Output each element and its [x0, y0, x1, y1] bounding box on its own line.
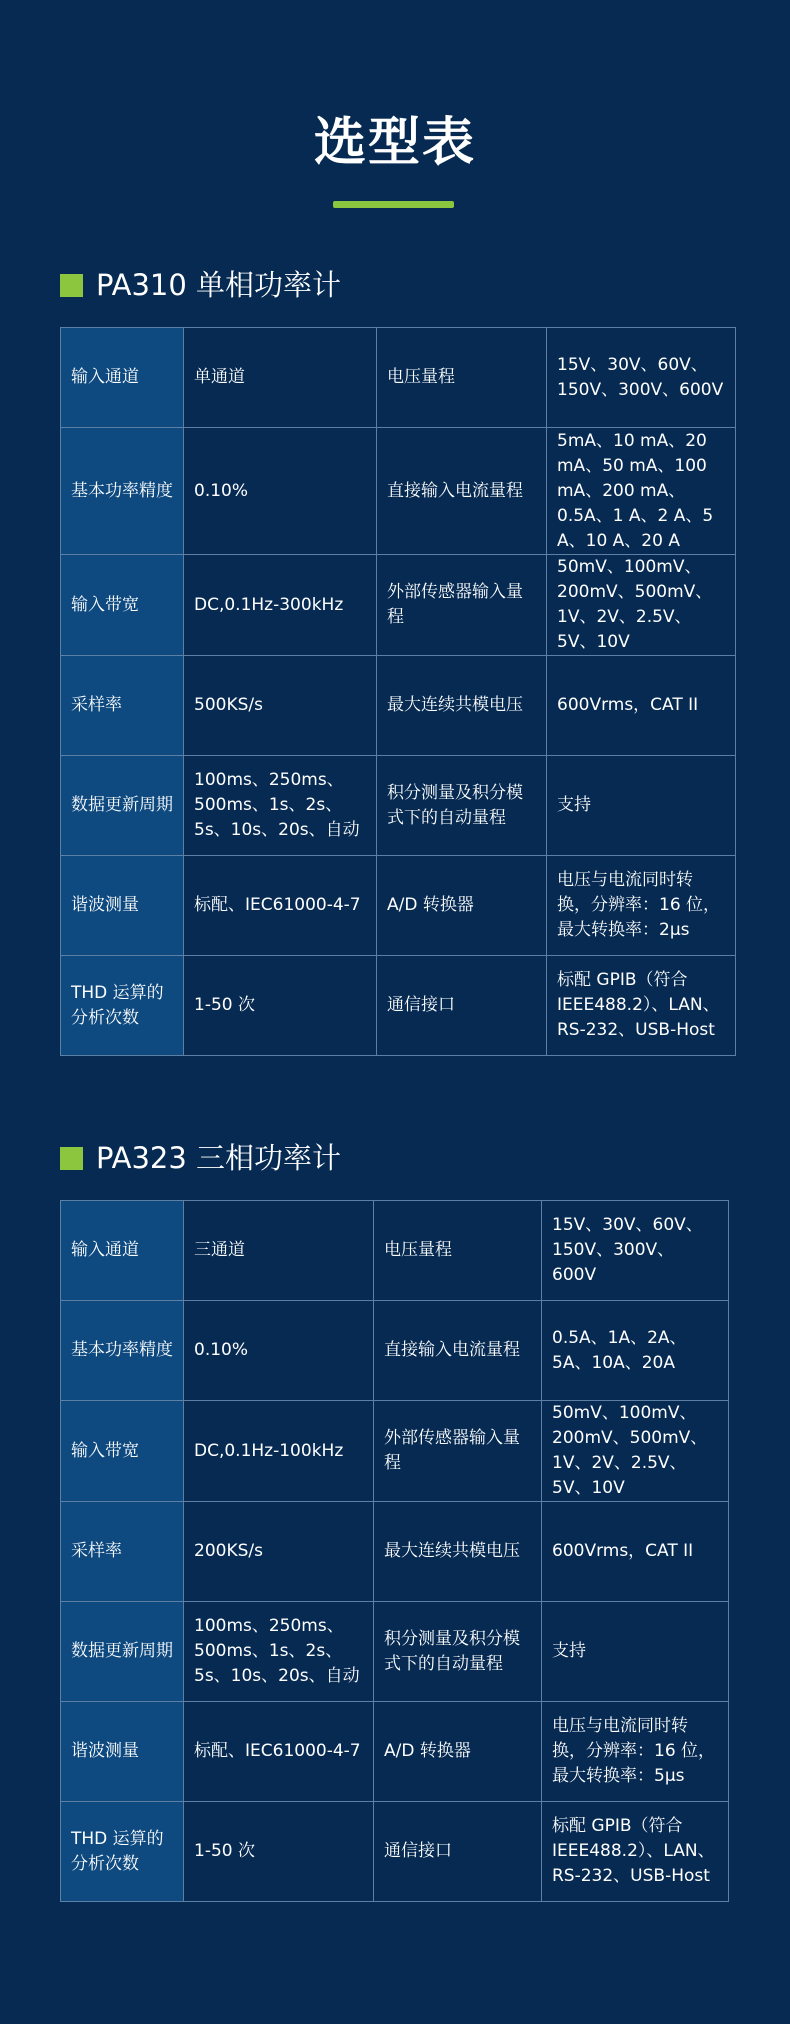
- param-value: 200KS/s: [184, 1502, 374, 1602]
- table-row: [61, 1802, 729, 1902]
- param-value: 1-50 次: [184, 956, 377, 1056]
- param-label: 通信接口: [374, 1802, 542, 1902]
- green-square-bullet: [60, 274, 83, 297]
- param-value: 600Vrms，CAT II: [547, 656, 736, 756]
- table-row: [61, 656, 736, 756]
- table-row: [61, 1502, 729, 1602]
- page-title: 选型表: [313, 113, 476, 173]
- param-label: THD 运算的分析次数: [61, 1802, 184, 1902]
- param-label: 基本功率精度: [61, 428, 184, 555]
- param-label: 输入带宽: [61, 555, 184, 656]
- param-label: 通信接口: [377, 956, 547, 1056]
- section-heading-pa323: [60, 1138, 341, 1178]
- param-label: 数据更新周期: [61, 756, 184, 856]
- param-label: 最大连续共模电压: [374, 1502, 542, 1602]
- param-label: 数据更新周期: [61, 1602, 184, 1702]
- param-value: 1-50 次: [184, 1802, 374, 1902]
- table-row: [61, 1702, 729, 1802]
- param-label: 谐波测量: [61, 856, 184, 956]
- param-label: THD 运算的分析次数: [61, 956, 184, 1056]
- param-label: 输入带宽: [61, 1401, 184, 1502]
- param-label: 直接输入电流量程: [377, 428, 547, 555]
- param-value: 电压与电流同时转换，分辨率：16 位，最大转换率：5μs: [542, 1702, 729, 1802]
- param-value: 600Vrms，CAT II: [542, 1502, 729, 1602]
- param-value: 50mV、100mV、200mV、500mV、1V、2V、2.5V、5V、10V: [542, 1401, 729, 1502]
- param-label: 积分测量及积分模式下的自动量程: [374, 1602, 542, 1702]
- param-value: 0.10%: [184, 428, 377, 555]
- param-value: 支持: [542, 1602, 729, 1702]
- param-label: 外部传感器输入量程: [377, 555, 547, 656]
- table-row: [61, 1201, 729, 1301]
- param-value: DC,0.1Hz-300kHz: [184, 555, 377, 656]
- param-label: A/D 转换器: [374, 1702, 542, 1802]
- param-value: 0.10%: [184, 1301, 374, 1401]
- param-value: 支持: [547, 756, 736, 856]
- green-square-bullet: [60, 1147, 83, 1170]
- section-heading-pa310: [60, 265, 341, 305]
- param-value: 标配、IEC61000-4-7: [184, 856, 377, 956]
- param-value: 三通道: [184, 1201, 374, 1301]
- param-label: 电压量程: [374, 1201, 542, 1301]
- param-value: 电压与电流同时转换，分辨率：16 位，最大转换率：2μs: [547, 856, 736, 956]
- table-row: [61, 856, 736, 956]
- param-value: 50mV、100mV、200mV、500mV、1V、2V、2.5V、5V、10V: [547, 555, 736, 656]
- title-underline: [333, 201, 454, 208]
- table-row: [61, 428, 736, 555]
- param-label: 电压量程: [377, 328, 547, 428]
- param-value: 500KS/s: [184, 656, 377, 756]
- param-value: 5mA、10 mA、20 mA、50 mA、100 mA、200 mA、0.5A、1 A、2 A、5 A、10 A、20 A: [547, 428, 736, 555]
- param-label: 采样率: [61, 1502, 184, 1602]
- param-value: DC,0.1Hz-100kHz: [184, 1401, 374, 1502]
- spec-table-pa310: [60, 327, 736, 1056]
- section-title: PA310 单相功率计: [96, 268, 342, 302]
- table-row: [61, 1401, 729, 1502]
- section-title: PA323 三相功率计: [96, 1141, 342, 1175]
- param-value: 标配、IEC61000-4-7: [184, 1702, 374, 1802]
- param-label: 最大连续共模电压: [377, 656, 547, 756]
- spec-table-pa323: [60, 1200, 729, 1902]
- param-label: 输入通道: [61, 1201, 184, 1301]
- param-label: 采样率: [61, 656, 184, 756]
- param-value: 0.5A、1A、2A、5A、10A、20A: [542, 1301, 729, 1401]
- param-label: 积分测量及积分模式下的自动量程: [377, 756, 547, 856]
- param-label: 输入通道: [61, 328, 184, 428]
- param-label: 直接输入电流量程: [374, 1301, 542, 1401]
- param-value: 单通道: [184, 328, 377, 428]
- param-value: 标配 GPIB（符合 IEEE488.2）、LAN、RS-232、USB-Host: [542, 1802, 729, 1902]
- param-value: 100ms、250ms、500ms、1s、2s、5s、10s、20s、自动: [184, 1602, 374, 1702]
- param-value: 100ms、250ms、500ms、1s、2s、5s、10s、20s、自动: [184, 756, 377, 856]
- param-value: 标配 GPIB（符合 IEEE488.2）、LAN、RS-232、USB-Host: [547, 956, 736, 1056]
- table-row: [61, 1301, 729, 1401]
- table-row: [61, 328, 736, 428]
- param-value: 15V、30V、60V、150V、300V、600V: [542, 1201, 729, 1301]
- param-label: 基本功率精度: [61, 1301, 184, 1401]
- table-row: [61, 1602, 729, 1702]
- table-row: [61, 555, 736, 656]
- table-row: [61, 956, 736, 1056]
- param-value: 15V、30V、60V、 150V、300V、600V: [547, 328, 736, 428]
- param-label: 外部传感器输入量程: [374, 1401, 542, 1502]
- param-label: 谐波测量: [61, 1702, 184, 1802]
- param-label: A/D 转换器: [377, 856, 547, 956]
- table-row: [61, 756, 736, 856]
